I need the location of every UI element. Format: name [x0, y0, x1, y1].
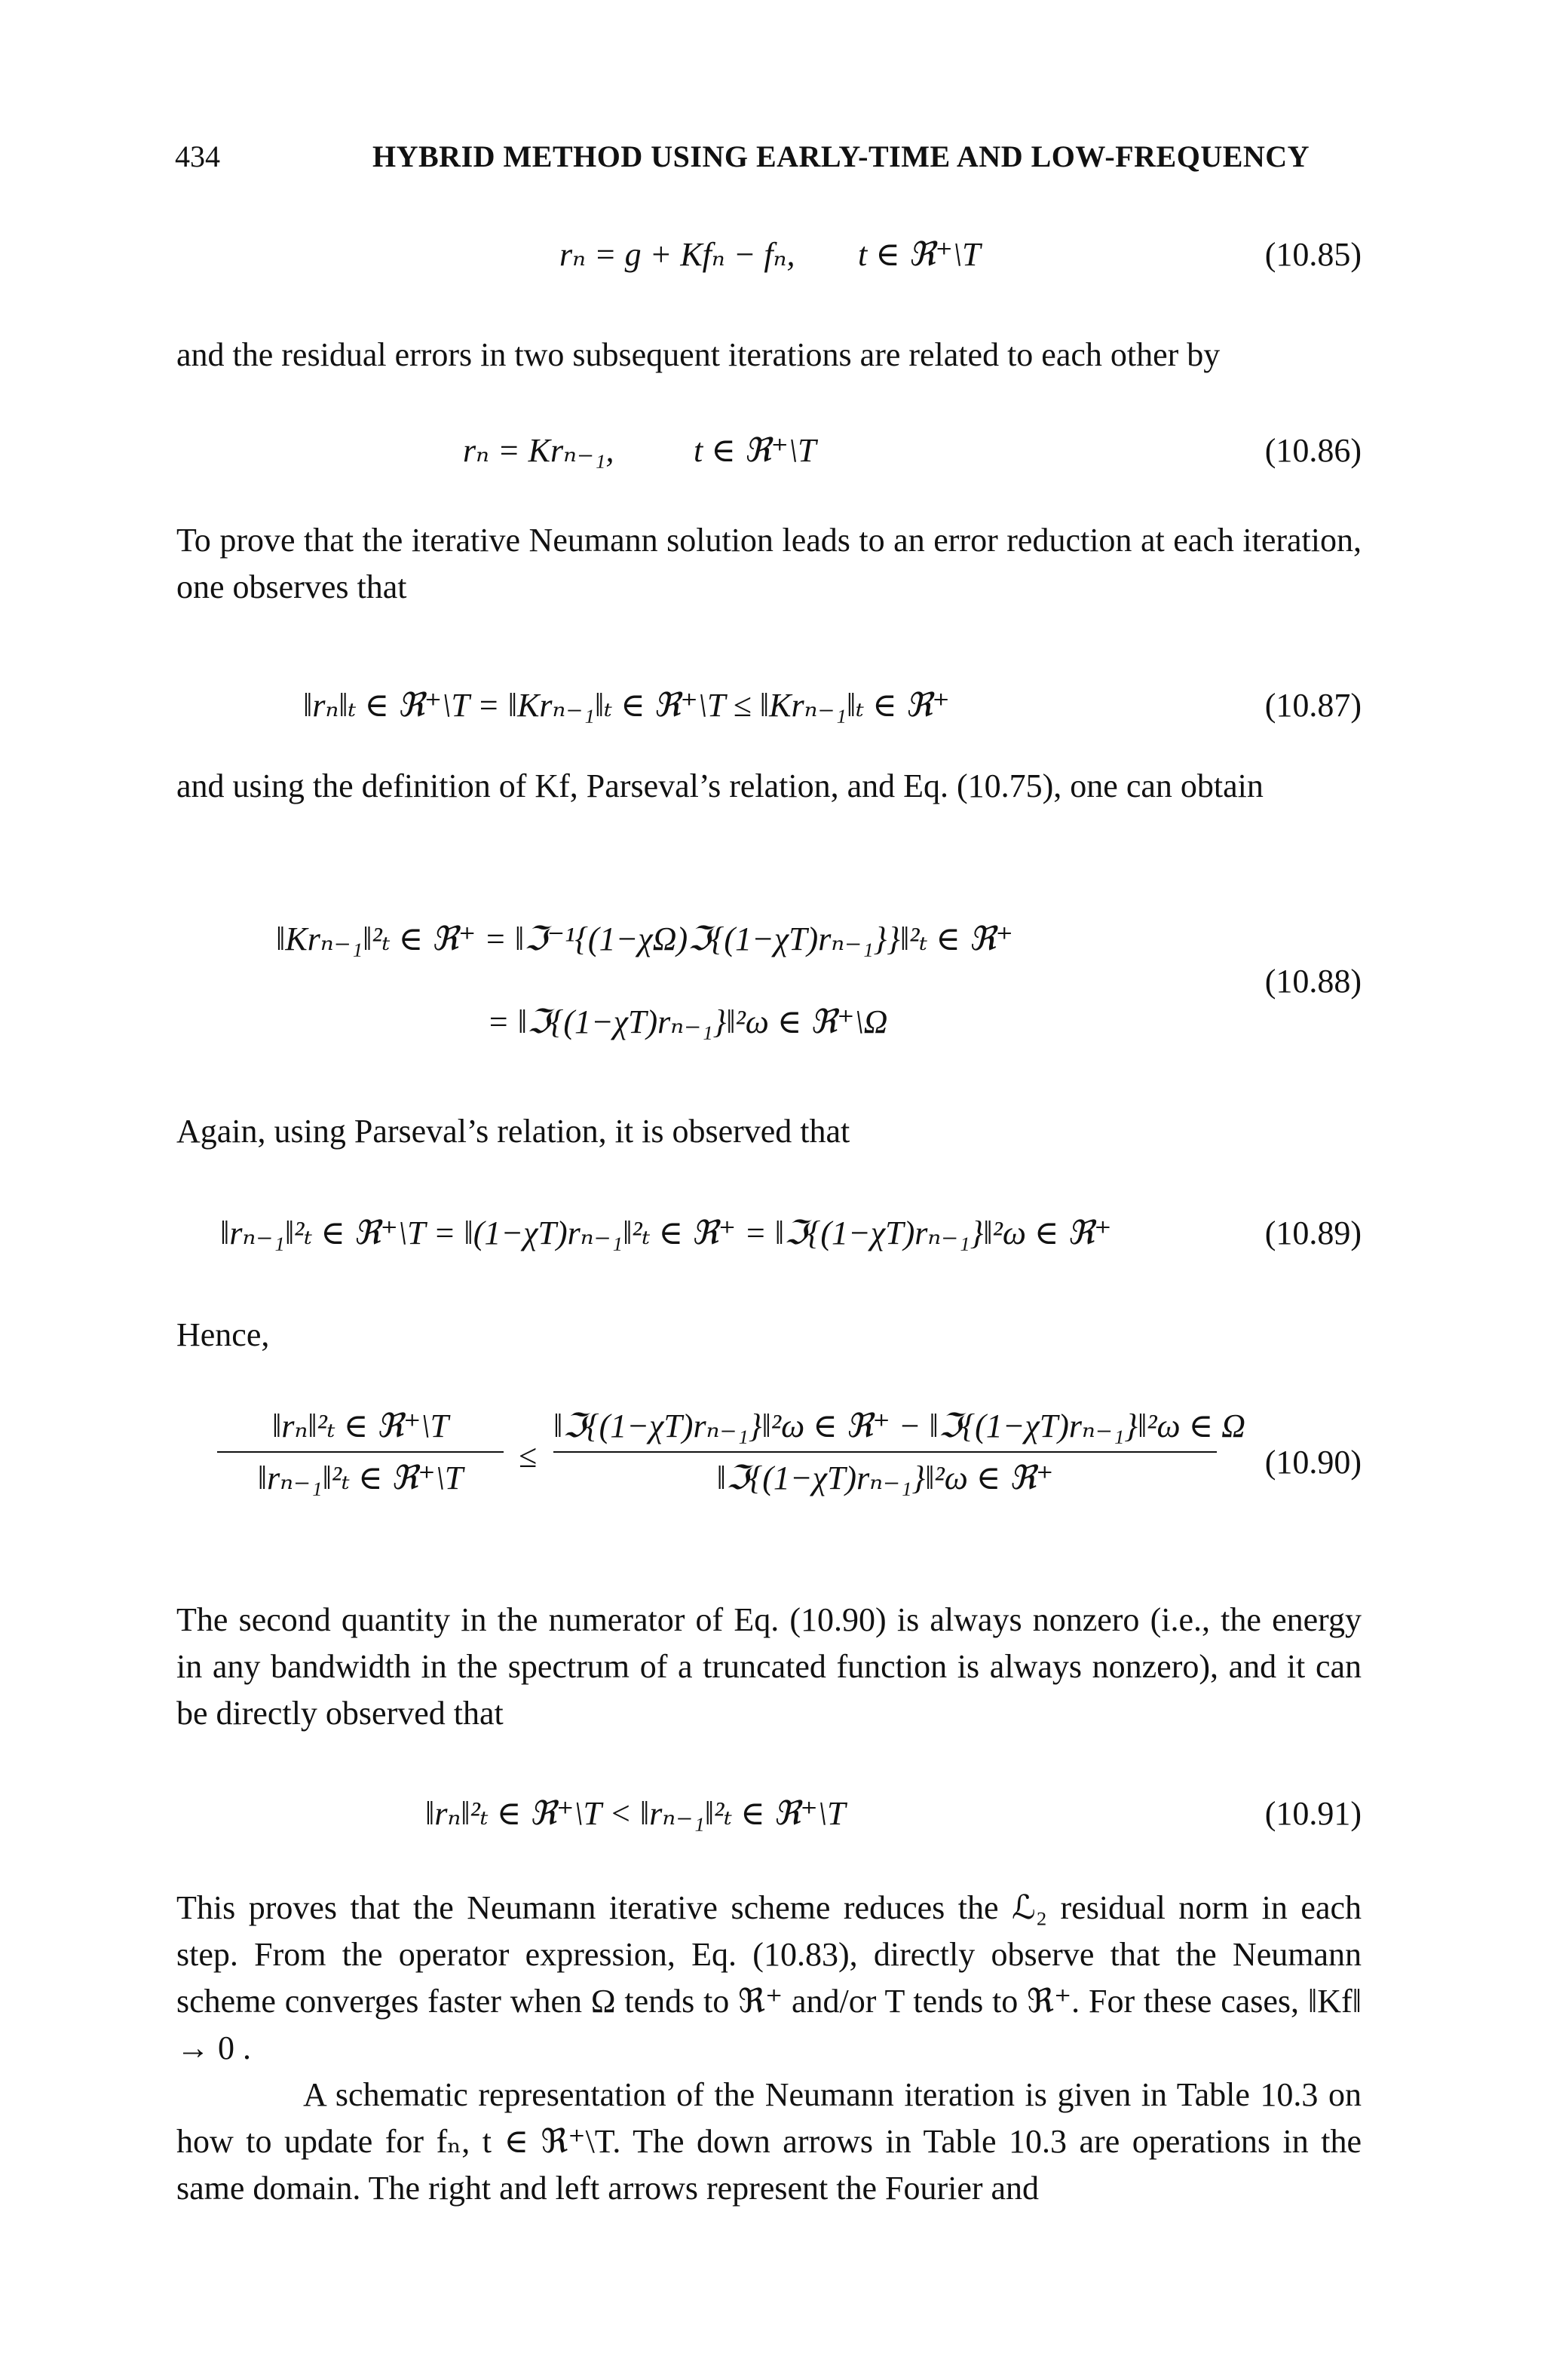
equation-10-89: [176, 1214, 1362, 1259]
equation-10-85: [176, 235, 1362, 280]
eq90-number: (10.90): [1264, 1444, 1362, 1481]
eq90-relation: ≤: [519, 1438, 538, 1475]
paragraph-again-parseval: Again, using Parseval’s relation, it is observed that: [176, 1113, 850, 1150]
eq87-expression: ‖rₙ‖ₜ ∈ ℜ⁺\T = ‖Krₙ₋₁‖ₜ ∈ ℜ⁺\T ≤ ‖Krₙ₋₁‖ₜ ∈ ℜ⁺: [303, 687, 950, 724]
eq88-number: (10.88): [1264, 963, 1362, 1000]
paragraph-schematic-representation: A schematic representation of the Neumann iteration is given in Table 10.3 on how to update for fₙ, t ∈ ℜ⁺\T. The down arrows in Table 10.3 are operations in the same domain. The right and left arrows represent the Fourier and: [176, 2076, 1362, 2207]
eq90-right-denominator: ‖ℑ{(1−χT)rₙ₋₁}‖²ω ∈ ℜ⁺: [716, 1460, 1054, 1496]
eq90-right-fraction-bar: [553, 1451, 1217, 1453]
eq87-number: (10.87): [1264, 687, 1362, 724]
eq85-lhs: rₙ = g + Kfₙ − fₙ,: [559, 236, 795, 273]
eq88-line-1: ‖Krₙ₋₁‖²ₜ ∈ ℜ⁺ = ‖ℑ⁻¹{(1−χΩ)ℑ{(1−χT)rₙ₋₁}}‖²ₜ ∈ ℜ⁺: [276, 920, 1013, 957]
equation-10-88: [176, 920, 1362, 1071]
eq91-number: (10.91): [1264, 1795, 1362, 1832]
eq88-line-2: = ‖ℑ{(1−χT)rₙ₋₁}‖²ω ∈ ℜ⁺\Ω: [487, 1003, 888, 1040]
equation-10-87: [176, 686, 1362, 731]
eq90-right-numerator: ‖ℑ{(1−χT)rₙ₋₁}‖²ω ∈ ℜ⁺ − ‖ℑ{(1−χT)rₙ₋₁}‖²ω ∈ Ω: [553, 1407, 1245, 1444]
eq91-expression: ‖rₙ‖²ₜ ∈ ℜ⁺\T < ‖rₙ₋₁‖²ₜ ∈ ℜ⁺\T: [425, 1795, 846, 1832]
eq85-domain: t ∈ ℜ⁺\T: [858, 236, 981, 273]
paragraph-definition-kf: and using the definition of Kf, Parseval’s relation, and Eq. (10.75), one can obtain: [176, 767, 1264, 804]
paragraph-residual-errors: and the residual errors in two subsequent iterations are related to each other by: [176, 336, 1221, 373]
eq90-left-denominator: ‖rₙ₋₁‖²ₜ ∈ ℜ⁺\T: [257, 1460, 464, 1496]
eq90-left-numerator: ‖rₙ‖²ₜ ∈ ℜ⁺\T: [271, 1407, 449, 1444]
eq85-number: (10.85): [1264, 236, 1362, 273]
paragraph-second-quantity: The second quantity in the numerator of Eq. (10.90) is always nonzero (i.e., the energy in any bandwidth in the spectrum of a truncated function is always nonzero), and it can be directly observed that: [176, 1601, 1362, 1732]
eq89-number: (10.89): [1264, 1215, 1362, 1251]
running-title: HYBRID METHOD USING EARLY-TIME AND LOW-FREQUENCY: [372, 139, 1310, 173]
eq90-left-fraction: [217, 1407, 504, 1497]
paragraph-error-reduction: To prove that the iterative Neumann solution leads to an error reduction at each iteration, one observes that: [176, 522, 1362, 605]
eq89-expression: ‖rₙ₋₁‖²ₜ ∈ ℜ⁺\T = ‖(1−χT)rₙ₋₁‖²ₜ ∈ ℜ⁺ = ‖ℑ{(1−χT)rₙ₋₁}‖²ω ∈ ℜ⁺: [220, 1215, 1112, 1251]
equation-10-86: [176, 431, 1362, 476]
page-number: 434: [175, 139, 220, 173]
eq90-left-fraction-bar: [217, 1451, 504, 1453]
paragraph-proves-neumann: This proves that the Neumann iterative scheme reduces the ℒ₂ residual norm in each step. From the operator expression, Eq. (10.83), directly observe that the Neumann scheme converges faster when Ω tends to ℜ⁺ and/or T tends to ℜ⁺. For these cases, ‖Kf‖ → 0 .: [176, 1889, 1362, 2066]
eq86-lhs: rₙ = Krₙ₋₁,: [463, 432, 614, 469]
eq86-number: (10.86): [1264, 432, 1362, 469]
equation-10-91: [176, 1794, 1362, 1839]
eq90-right-fraction: [553, 1407, 1245, 1497]
equation-10-90: [176, 1407, 1362, 1550]
page-header: [175, 134, 1366, 179]
paragraph-hence: Hence,: [176, 1316, 270, 1353]
eq86-domain: t ∈ ℜ⁺\T: [694, 432, 816, 469]
